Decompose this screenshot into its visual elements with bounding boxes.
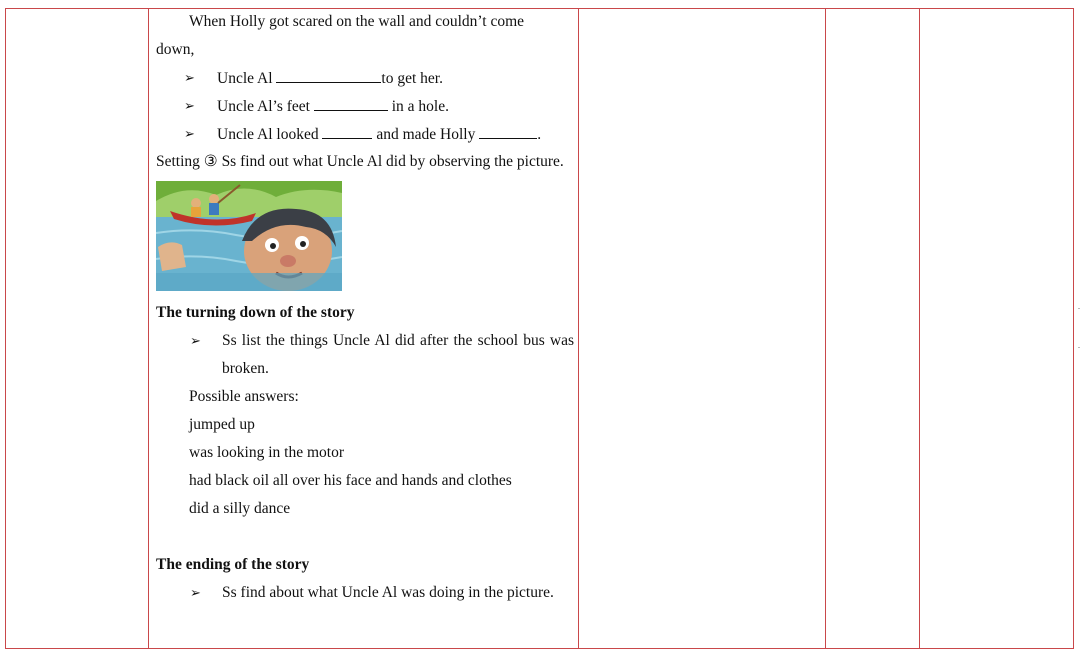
answer-blank <box>276 64 381 83</box>
intro-line-2: down, <box>156 41 195 58</box>
column-divider-2 <box>578 8 579 649</box>
section-heading-turning: The turning down of the story <box>156 304 355 321</box>
answer-item: did a silly dance <box>189 500 291 517</box>
answer-item: had black oil all over his face and hands and clothes <box>189 472 512 489</box>
column-divider-3 <box>825 8 826 649</box>
answer-item: was looking in the motor <box>189 444 344 461</box>
intro-line-1: When Holly got scared on the wall and couldn’t come <box>189 13 525 30</box>
ending-bullet: ➢ Ss find about what Uncle Al was doing in the picture. <box>156 579 574 607</box>
fill-blank-item-2: ➢ Uncle Al’s feet in a hole. <box>156 92 574 120</box>
arrow-bullet-icon: ➢ <box>190 585 201 600</box>
arrow-bullet-icon: ➢ <box>184 126 195 141</box>
story-illustration <box>156 181 342 291</box>
column-divider-4 <box>919 8 920 649</box>
arrow-bullet-icon: ➢ <box>184 98 195 113</box>
answer-blank <box>322 120 372 139</box>
procedure-cell <box>156 8 574 607</box>
column-divider-1 <box>148 8 149 649</box>
arrow-bullet-icon: ➢ <box>184 70 195 85</box>
answer-blank <box>479 120 537 139</box>
setting-instruction: Setting ③ Ss find out what Uncle Al did by observing the picture. <box>156 153 564 170</box>
answer-item: jumped up <box>189 416 255 433</box>
arrow-bullet-icon: ➢ <box>190 333 201 348</box>
fill-blank-item-3: ➢ Uncle Al looked and made Holly . <box>156 120 574 148</box>
fill-blank-item-1: ➢ Uncle Al to get her. <box>156 64 574 92</box>
section-heading-ending: The ending of the story <box>156 556 310 573</box>
turning-bullet: ➢ Ss list the things Uncle Al did after the school bus was broken. <box>156 327 574 383</box>
answers-label: Possible answers: <box>189 388 299 405</box>
answer-blank <box>314 92 388 111</box>
